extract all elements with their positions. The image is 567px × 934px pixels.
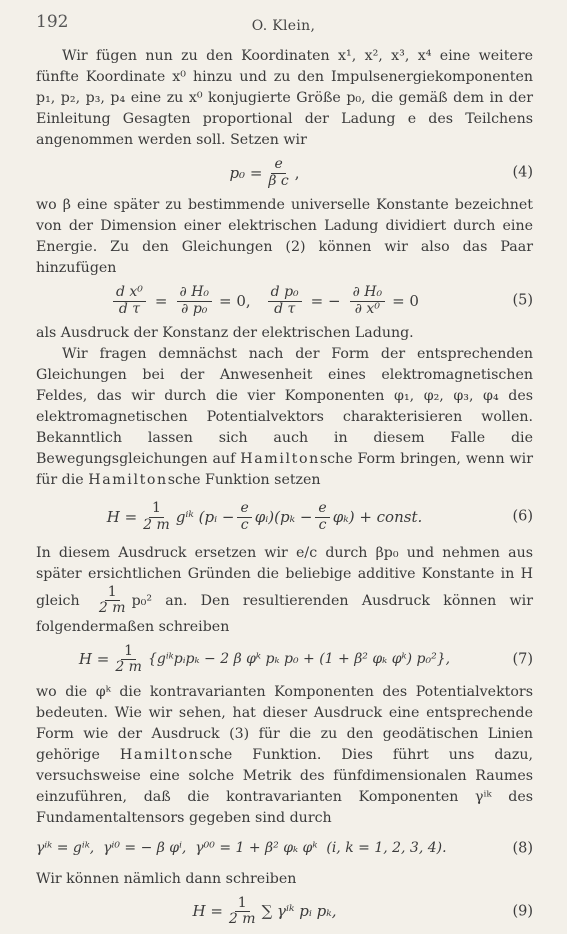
p4-name-hamilton-2: Hamilton bbox=[88, 472, 168, 488]
eq7-fraction bbox=[112, 644, 145, 676]
equation-7 bbox=[36, 638, 533, 682]
equation-4-formula bbox=[36, 151, 493, 195]
eq5-f3-num: d p₀ bbox=[268, 285, 302, 301]
eq6-e1: e bbox=[237, 501, 251, 517]
equation-9 bbox=[36, 890, 533, 934]
equation-4 bbox=[36, 151, 533, 195]
eq5-f2-num: ∂ H₀ bbox=[177, 285, 213, 301]
eq5-end: = 0 bbox=[392, 291, 419, 310]
eq6-lhs: H = bbox=[106, 507, 138, 526]
equation-5-number: (5) bbox=[512, 292, 533, 309]
p4-name-hamilton: Hamilton bbox=[240, 451, 320, 467]
eq5-frac-2 bbox=[177, 285, 213, 317]
eq6-frac-ec-2 bbox=[315, 501, 329, 533]
p5-frac-num: 1 bbox=[105, 585, 120, 601]
eq7-num: 1 bbox=[121, 644, 136, 660]
equation-5-formula bbox=[36, 279, 493, 323]
p5-text-b: p₀² an. Den resultierenden Ausdruck können wir folgendermaßen schreiben bbox=[36, 592, 533, 635]
eq6-e2: e bbox=[315, 501, 329, 517]
p4-text-b: sche Form bringen, wenn wir für die bbox=[36, 451, 533, 488]
eq5-frac-4 bbox=[350, 285, 386, 317]
eq5-f2-den: ∂ p₀ bbox=[181, 300, 208, 317]
eq9-fraction bbox=[226, 896, 259, 928]
eq5-frac-1 bbox=[113, 285, 146, 317]
eq6-c1: c bbox=[240, 516, 249, 533]
page-header bbox=[36, 12, 531, 36]
p6-name-hamilton: Hamilton bbox=[119, 746, 200, 763]
equation-7-number: (7) bbox=[512, 651, 533, 668]
p6-text-b: sche Funktion. Dies führt uns dazu, versuchsweise eine solche Metrik des fünfdimensionalen Raumes einzuführen, daß die kontravarianten Komponenten γⁱᵏ des Fundamentaltensors gegeben sind durch bbox=[36, 746, 533, 826]
eq7-den: 2 m bbox=[115, 659, 142, 676]
eq5-f3-den: d τ bbox=[274, 300, 296, 317]
eq6-body-3: φₖ) + const. bbox=[332, 507, 423, 526]
equation-8 bbox=[36, 829, 533, 869]
eq7-lhs: H = bbox=[78, 650, 110, 669]
paragraph-3: als Ausdruck der Konstanz der elektrischen Ladung. bbox=[36, 325, 414, 341]
eq9-lhs: H = bbox=[192, 902, 223, 921]
eq4-numerator: e bbox=[271, 157, 285, 173]
eq5-f1-num: d x⁰ bbox=[113, 285, 146, 301]
eq9-num: 1 bbox=[235, 896, 250, 912]
eq6-body-1: gⁱᵏ (pᵢ − bbox=[175, 507, 235, 526]
equation-6 bbox=[36, 491, 533, 543]
eq4-lhs: p₀ = bbox=[229, 163, 263, 182]
eq6-num: 1 bbox=[149, 501, 164, 517]
eq4-denominator: β c bbox=[268, 172, 289, 189]
paragraph-4 bbox=[36, 344, 533, 491]
eq7-body: {gⁱᵏpᵢpₖ − 2 β φᵏ pₖ p₀ + (1 + β² φₖ φᵏ) p₀²}, bbox=[147, 651, 451, 668]
eq9-body: ∑ γⁱᵏ pᵢ pₖ, bbox=[261, 902, 337, 921]
paragraph-2: wo β eine später zu bestimmende universelle Konstante bezeichnet von der Dimension einer elektrischen Ladung dividiert durch eine Energie. Zu den Gleichungen (2) können wir also das Paar hinzufügen bbox=[36, 197, 533, 276]
equation-9-formula bbox=[36, 890, 493, 934]
eq5-frac-3 bbox=[268, 285, 302, 317]
eq5-f1-den: d τ bbox=[118, 300, 141, 317]
eq6-frac-ec-1 bbox=[237, 501, 251, 533]
eq5-f4-den: ∂ x⁰ bbox=[354, 300, 380, 317]
text-body bbox=[36, 46, 533, 934]
equation-7-formula bbox=[36, 638, 493, 682]
equation-5 bbox=[36, 279, 533, 323]
paragraph-6 bbox=[36, 682, 533, 829]
equation-9-number: (9) bbox=[512, 903, 533, 920]
running-title: O. Klein, bbox=[251, 18, 316, 34]
eq5-equals-minus: = − bbox=[310, 291, 341, 310]
eq6-body-2: φᵢ)(pₖ − bbox=[254, 507, 313, 526]
p5-text-a: In diesem Ausdruck ersetzen wir e/c durch βp₀ und nehmen aus später ersichtlichen Gründen die beliebige additive Konstante in H gleich bbox=[36, 545, 533, 609]
paragraph-1: Wir fügen nun zu den Koordinaten x¹, x², x³, x⁴ eine weitere fünfte Koordinate x⁰ hinzu und zu den Impulsenergiekomponenten p₁, p₂, p₃, p₄ eine zu x⁰ konjugierte Größe p₀, die gemäß dem in der Einleitung Gesagten proportional der Ladung e des Teilchens angenommen werden soll. Setzen wir bbox=[36, 48, 533, 148]
eq5-equals: = bbox=[154, 291, 168, 310]
eq4-fraction bbox=[265, 157, 291, 189]
eq5-mid: = 0, bbox=[219, 291, 251, 310]
paragraph-7: Wir können nämlich dann schreiben bbox=[36, 870, 297, 887]
p5-frac-den: 2 m bbox=[98, 600, 126, 617]
p4-text-a: Wir fragen demnächst nach der Form der entsprechenden Gleichungen bei der Anwesenheit eines elektromagnetischen Feldes, das wir durch die vier Komponenten φ₁, φ₂, φ₃, φ₄ des elektromagnetischen Potentialvektors charakterisieren wollen. Bekanntlich lassen sich auch in diesem Falle die Bewegungsgleichungen auf bbox=[36, 346, 533, 467]
equation-8-number: (8) bbox=[512, 840, 533, 857]
p4-text-c: sche Funktion setzen bbox=[167, 472, 321, 488]
eq8-body: γⁱᵏ = gⁱᵏ, γⁱ⁰ = − β φⁱ, γ⁰⁰ = 1 + β² φₖ φᵏ (i, k = 1, 2, 3, 4). bbox=[36, 840, 447, 857]
equation-6-formula bbox=[36, 491, 493, 543]
p6-text-a: wo die φᵏ die kontravarianten Komponenten des Potentialvektors bedeuten. Wie wir sehen, hat dieser Ausdruck eine entsprechende Form wie der Ausdruck (3) für die zu den geodätischen Linien gehörige bbox=[36, 683, 533, 763]
eq6-c2: c bbox=[318, 516, 327, 533]
eq4-tail: , bbox=[294, 163, 300, 182]
eq6-fraction bbox=[140, 501, 173, 533]
eq5-f4-num: ∂ H₀ bbox=[350, 285, 386, 301]
page-number: 192 bbox=[36, 12, 69, 32]
p5-fraction bbox=[96, 585, 129, 617]
paragraph-5 bbox=[36, 543, 533, 638]
eq9-den: 2 m bbox=[228, 911, 256, 928]
equation-6-number: (6) bbox=[512, 508, 533, 525]
equation-8-formula bbox=[36, 829, 493, 869]
eq6-den: 2 m bbox=[143, 516, 170, 533]
equation-4-number: (4) bbox=[512, 164, 533, 181]
